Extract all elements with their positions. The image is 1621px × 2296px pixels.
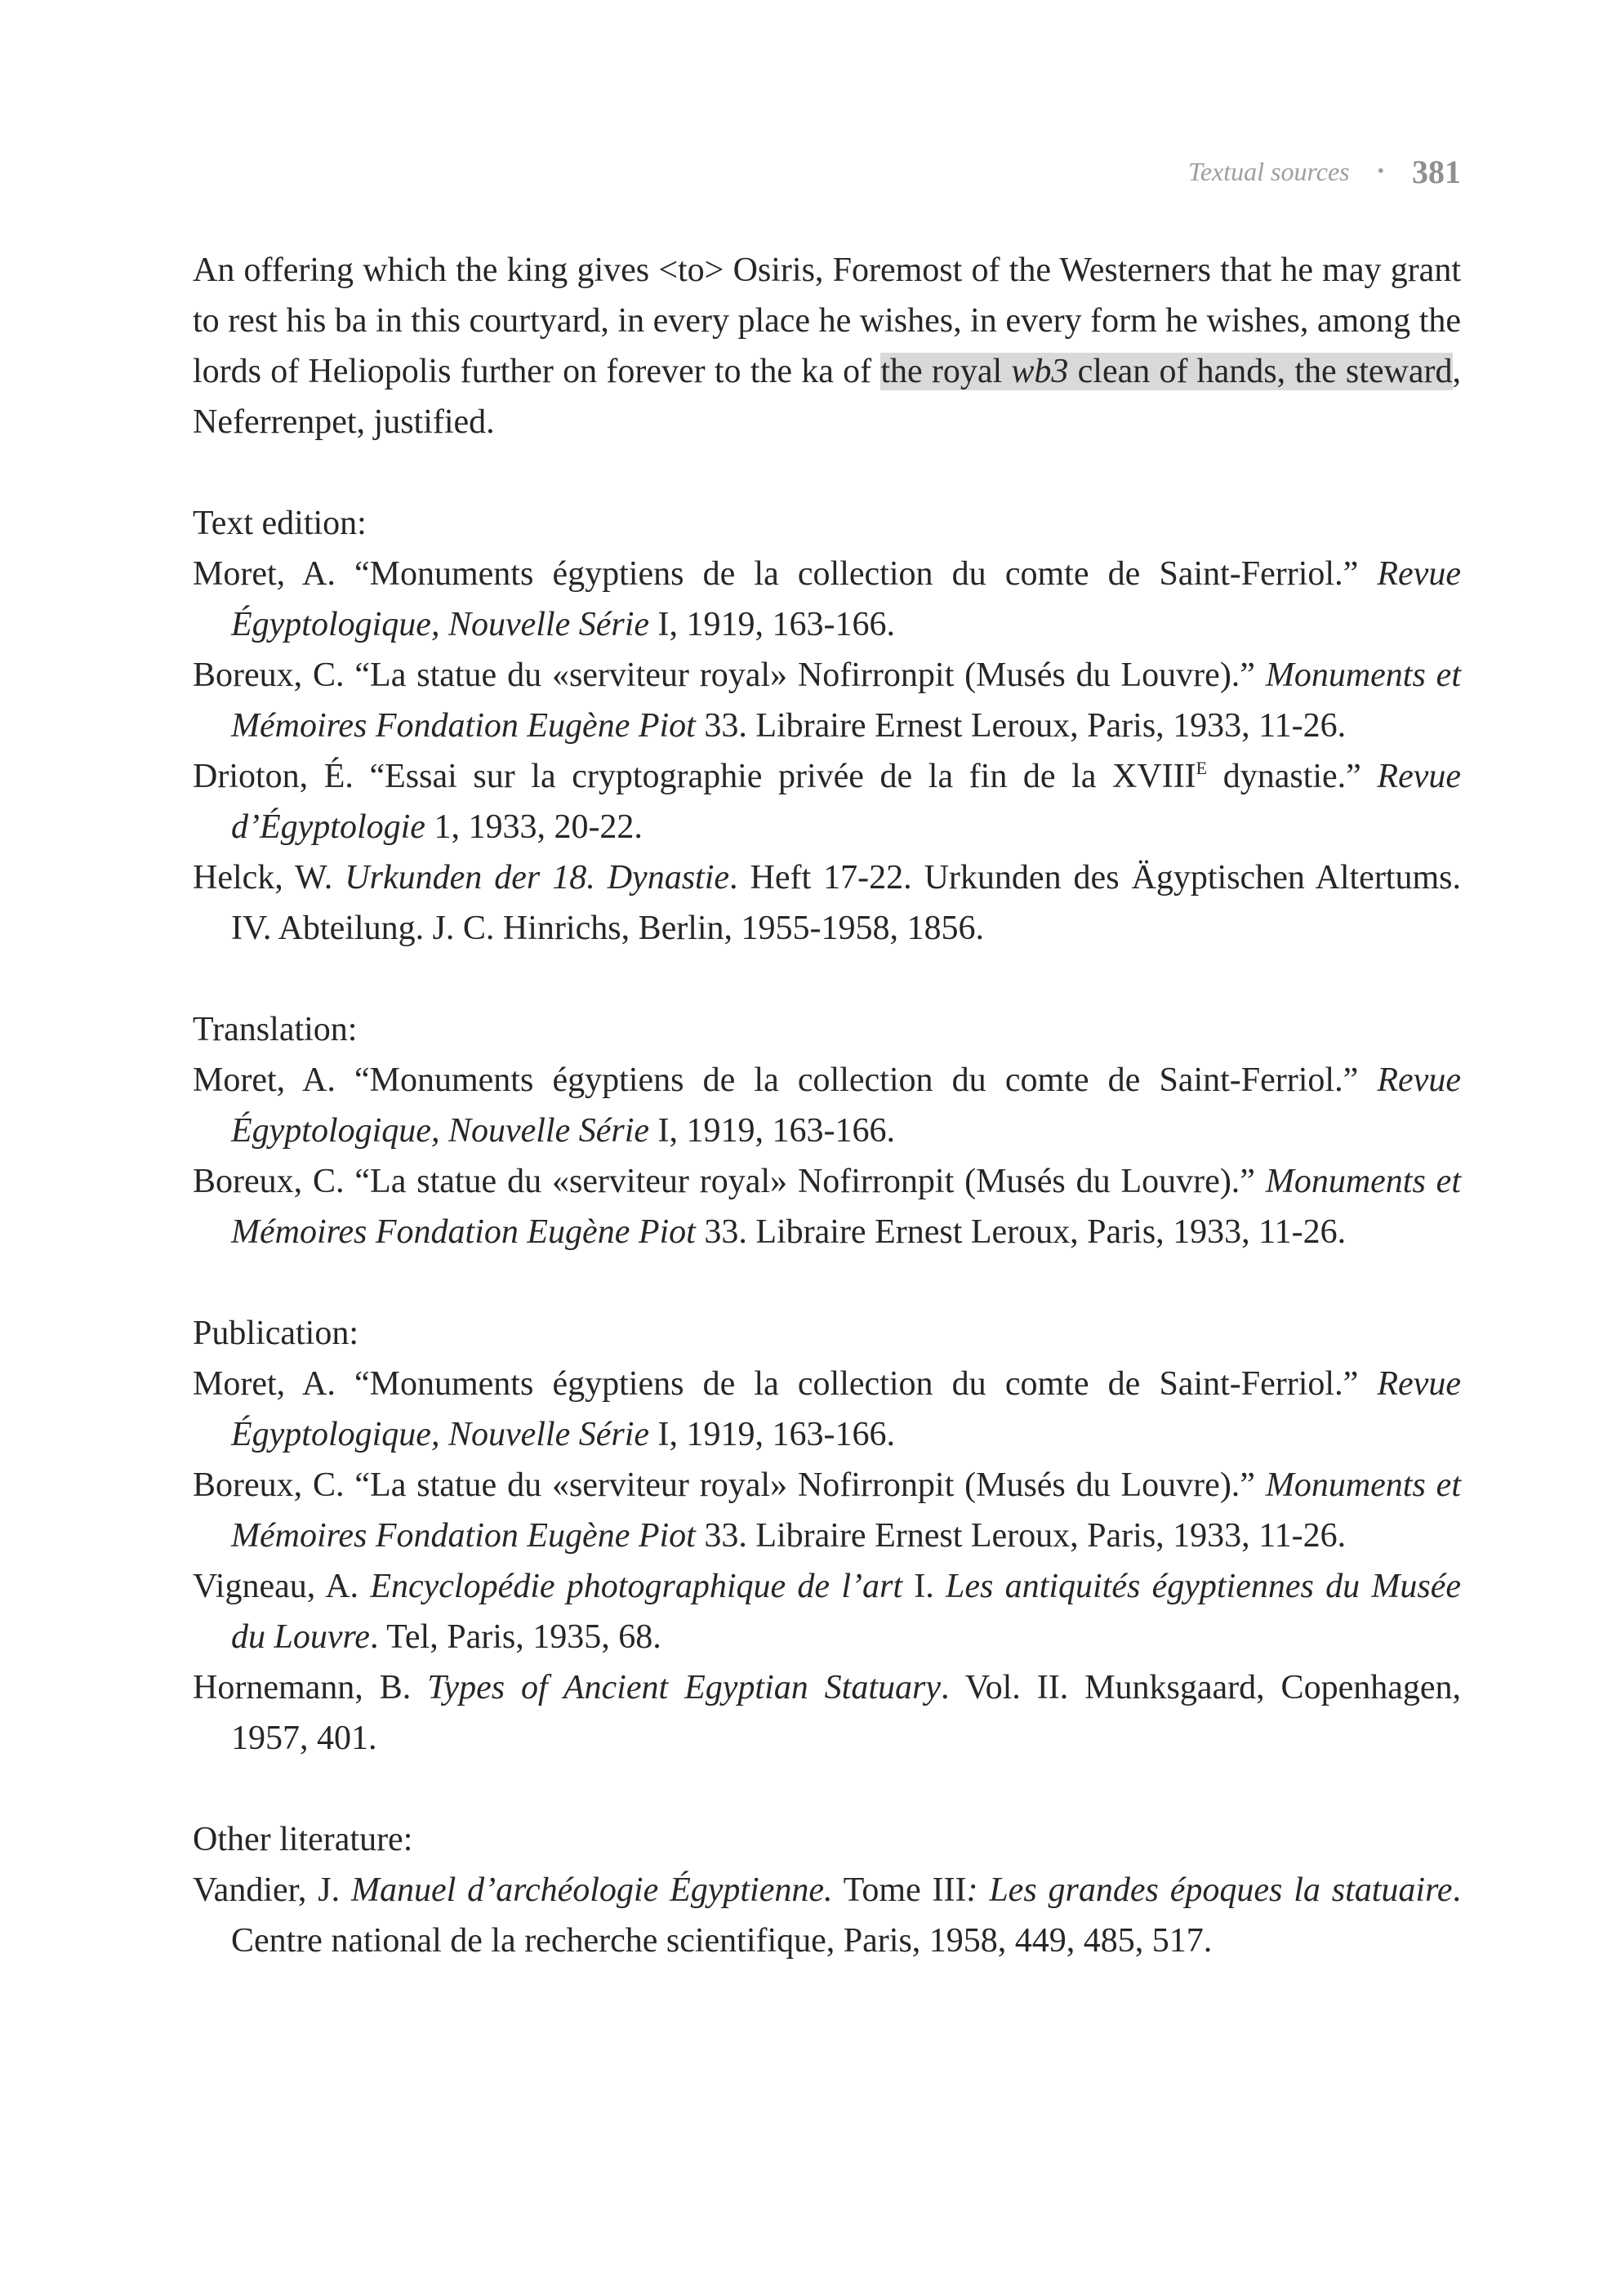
highlighted-title-transliteration: wb3 [1011,353,1069,390]
offering-formula-paragraph [193,245,1461,447]
reference-entry: Vigneau, A. Encyclopédie photographique de l’art I. Les antiquités égyptiennes du Musée du Louvre. Tel, Paris, 1935, 68. [193,1568,1461,1656]
reference-entry: Helck, W. Urkunden der 18. Dynastie. Heft 17-22. Urkunden des Ägyptischen Altertums. IV. Abteilung. J. C. Hinrichs, Berlin, 1955-1958, 1856. [193,859,1461,947]
paragraph-text: An offering which the king gives <to> Osiris, Foremost of the Westerners that he may grant to rest his ba in this courtyard, in every place he wishes, in every form he wishes, among the lords of Heliopolis further on forever to the ka of [193,251,1461,390]
superscript: E [1196,758,1208,778]
section-title: Text edition: [193,505,367,542]
reference-entry: Hornemann, B. Types of Ancient Egyptian Statuary. Vol. II. Munksgaard, Copenhagen, 1957, 401. [193,1669,1461,1757]
running-head-title: Textual sources [1187,156,1350,186]
section-publication [193,1308,1461,1764]
page-number: 381 [1412,153,1461,190]
paragraph-text-end: , Neferrenpet, justified. [193,353,1462,441]
section-title: Publication: [193,1315,358,1352]
section-title: Translation: [193,1011,358,1048]
section-text-edition [193,498,1461,954]
reference-entry: Vandier, J. Manuel d’archéologie Égyptienne. Tome III: Les grandes époques la statuaire. Centre national de la recherche scientifique, Paris, 1958, 449, 485, 517. [193,1871,1462,1960]
highlighted-title-part-1: the royal [880,353,1012,390]
running-head [1188,147,1461,196]
reference-entry: Boreux, C. “La statue du «serviteur royal» Nofirronpit (Musés du Louvre).” Monuments et Mémoires Fondation Eugène Piot 33. Libraire Ernest Leroux, Paris, 1933, 11-26. [193,1466,1461,1555]
highlighted-title-part-2: clean of hands, the steward [1068,353,1453,390]
section-translation [193,1004,1461,1257]
running-head-bullet: • [1377,160,1384,182]
reference-entry: Boreux, C. “La statue du «serviteur royal» Nofirronpit (Musés du Louvre).” Monuments et Mémoires Fondation Eugène Piot 33. Libraire Ernest Leroux, Paris, 1933, 11-26. [193,656,1461,745]
reference-entry: Drioton, É. “Essai sur la cryptographie privée de la fin de la $XVIII^E$ dynastie.” Revue d’Égyptologie 1, 1933, 20-22. [193,758,1462,846]
page-body [193,245,1461,1966]
reference-entry: Boreux, C. “La statue du «serviteur royal» Nofirronpit (Musés du Louvre).” Monuments et Mémoires Fondation Eugène Piot 33. Libraire Ernest Leroux, Paris, 1933, 11-26. [193,1163,1461,1251]
section-title: Other literature: [193,1821,413,1858]
reference-entry: Moret, A. “Monuments égyptiens de la collection du comte de Saint-Ferriol.” Revue Égyptologique, Nouvelle Série I, 1919, 163-166. [193,1365,1461,1453]
section-other-literature [193,1814,1461,1966]
reference-entry: Moret, A. “Monuments égyptiens de la collection du comte de Saint-Ferriol.” Revue Égyptologique, Nouvelle Série I, 1919, 163-166. [193,555,1461,643]
reference-entry: Moret, A. “Monuments égyptiens de la collection du comte de Saint-Ferriol.” Revue Égyptologique, Nouvelle Série I, 1919, 163-166. [193,1061,1461,1150]
